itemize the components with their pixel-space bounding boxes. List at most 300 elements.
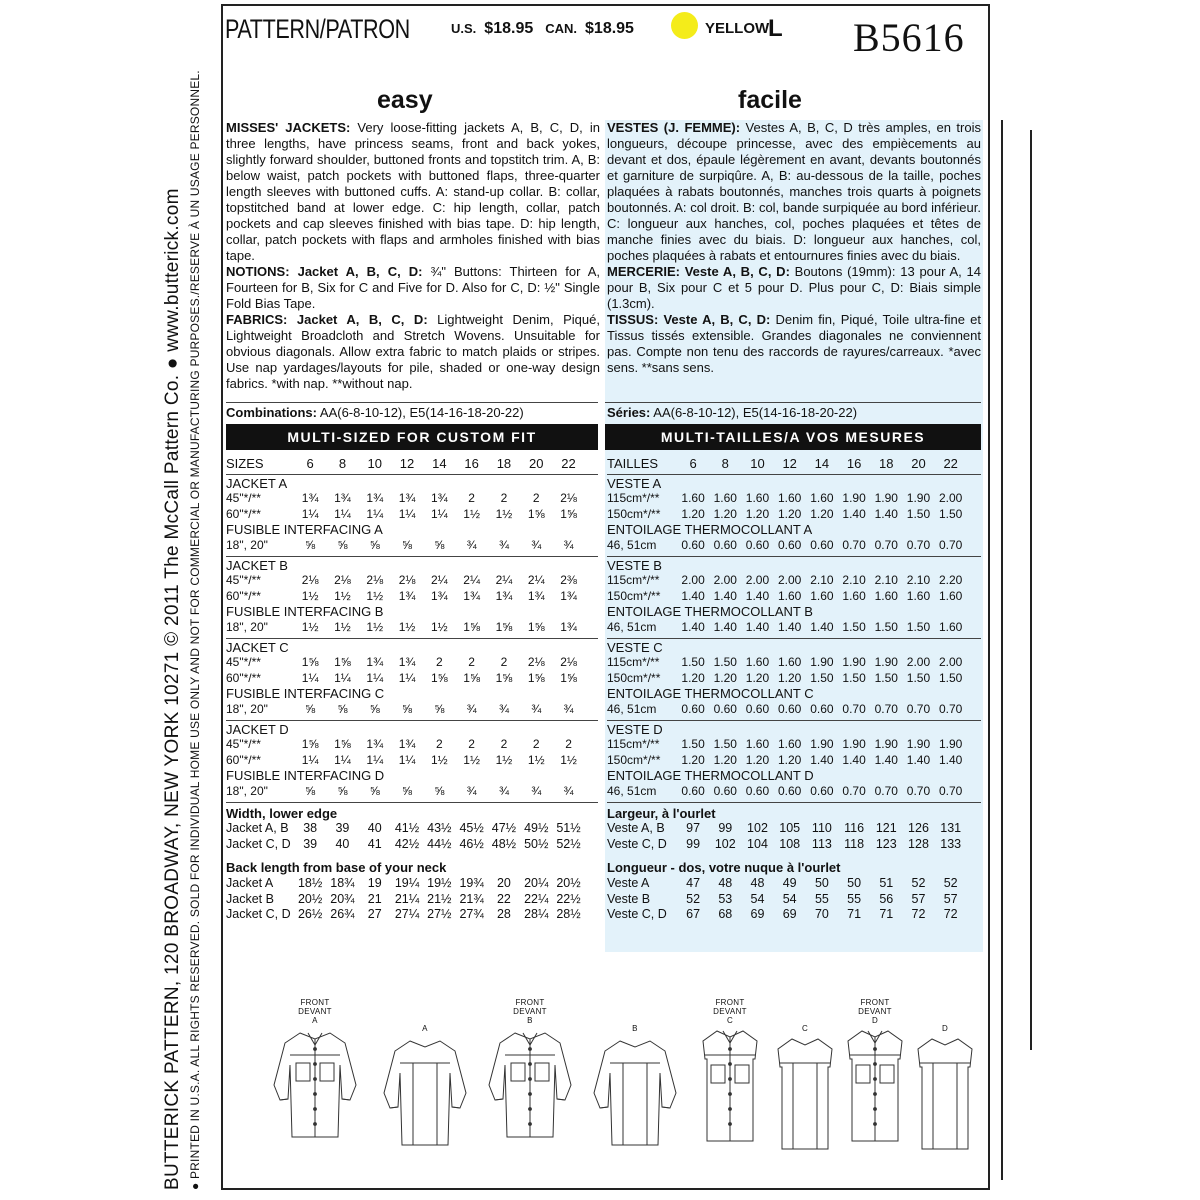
table-rule xyxy=(607,474,981,475)
multi-size-bar-en: MULTI-SIZED FOR CUSTOM FIT xyxy=(226,424,598,450)
sketch-caption: DEVANT xyxy=(713,1007,747,1016)
cell: 1¼ xyxy=(366,752,384,767)
interfacing-row xyxy=(607,620,981,636)
difficulty-fr: facile xyxy=(738,86,802,114)
cell: 1.50 xyxy=(939,506,963,521)
cell: 22¼ xyxy=(524,891,549,906)
cell: ⅝ xyxy=(369,538,380,552)
cell: 2 xyxy=(435,737,443,752)
cell: 26¾ xyxy=(330,907,355,922)
row-label: 45"*/** xyxy=(226,573,261,588)
cell: 0.60 xyxy=(745,784,770,798)
interfacing-row xyxy=(226,702,600,718)
sketch-a-front xyxy=(270,998,360,1160)
cell: 2.00 xyxy=(745,573,770,588)
cell: 54 xyxy=(782,891,797,906)
difficulty-en: easy xyxy=(377,86,433,114)
back-length-row xyxy=(226,876,600,892)
cell: 1.60 xyxy=(906,588,931,603)
cell: 1¼ xyxy=(301,506,319,521)
cell: 1.20 xyxy=(713,752,737,767)
cell: 1.60 xyxy=(842,588,866,603)
row-label: 115cm*/** xyxy=(607,573,660,588)
cell: 2.00 xyxy=(778,573,802,588)
cell: 42½ xyxy=(394,836,420,851)
cell: 72 xyxy=(911,907,926,922)
cell: 2¼ xyxy=(463,573,480,588)
yardage-row xyxy=(226,753,600,769)
row-label: VESTE B xyxy=(607,557,662,573)
right-rule-outer xyxy=(1030,130,1032,1050)
row-label: Width, lower edge xyxy=(226,805,338,821)
cell: 128 xyxy=(908,836,929,851)
cell: 121 xyxy=(875,821,897,836)
width-row xyxy=(607,837,981,853)
sketch-letter: B xyxy=(527,1016,533,1025)
pattern-label: PATTERN/PATRON xyxy=(225,14,410,44)
cell: 1¾ xyxy=(398,655,416,670)
interfacing-title xyxy=(607,768,981,784)
cell: 47½ xyxy=(491,821,517,836)
cell: 2⅛ xyxy=(366,573,384,588)
row-label: 46, 51cm xyxy=(607,702,657,716)
cell: ¾ xyxy=(531,538,542,552)
cell: 18 xyxy=(496,456,512,471)
table-rule xyxy=(226,556,598,557)
cell: 27½ xyxy=(427,907,452,922)
row-label: Jacket A xyxy=(226,876,274,890)
yardage-row xyxy=(607,655,981,671)
row-label: 18", 20" xyxy=(226,784,268,798)
cell: 2⅛ xyxy=(334,573,351,588)
interfacing-row xyxy=(226,538,600,554)
cell: 1.20 xyxy=(681,670,705,685)
cell: 54 xyxy=(750,891,765,906)
cell: 1¾ xyxy=(301,491,319,506)
cell: 1¼ xyxy=(398,506,416,521)
cell: 48 xyxy=(750,876,765,890)
cell: 1.60 xyxy=(939,588,963,603)
cell: 19¼ xyxy=(394,876,420,890)
cell: 1⅝ xyxy=(430,670,448,685)
sketch-caption: DEVANT xyxy=(858,1007,892,1016)
jacket-drawing xyxy=(900,1033,990,1163)
cell: 41 xyxy=(367,836,382,851)
cell: 1¾ xyxy=(430,491,448,506)
cell: 49½ xyxy=(524,821,549,836)
cell: 14 xyxy=(432,456,447,471)
sketch-letter: A xyxy=(312,1016,318,1025)
cell: 22 xyxy=(943,456,958,471)
row-label: Veste B xyxy=(607,891,651,906)
sketch-b-front xyxy=(485,998,575,1160)
cell: 102 xyxy=(714,836,736,851)
notions-en: NOTIONS: Jacket A, B, C, D: ¾" Buttons: Thirteen for A, Fourteen for B, Six for C and Five for D. Also for C, D: ½" Single Fold Bias Tape. xyxy=(226,264,601,311)
cell: 2.20 xyxy=(939,573,963,588)
cell: 1.50 xyxy=(906,506,931,521)
cell: 12 xyxy=(782,456,797,471)
cell: 1¼ xyxy=(301,752,319,767)
sketch-caption: FRONT xyxy=(715,998,745,1007)
row-label: Veste A, B xyxy=(607,821,665,836)
cell: 1½ xyxy=(463,506,480,521)
cell: 1.50 xyxy=(681,655,705,670)
cell: 1.40 xyxy=(810,752,834,767)
cell: 0.70 xyxy=(906,784,931,798)
cell: ¾ xyxy=(531,784,542,798)
cell: 1¼ xyxy=(301,670,319,685)
back-length-row xyxy=(607,892,981,908)
cell: 1¾ xyxy=(398,588,416,603)
group-title xyxy=(607,640,981,656)
cell: 110 xyxy=(811,821,832,836)
combinations-en: Combinations: AA(6-8-10-12), E5(14-16-18-20-22) xyxy=(226,405,524,420)
cell: 14 xyxy=(814,456,830,471)
cell: 12 xyxy=(399,456,415,471)
row-label: ENTOILAGE THERMOCOLLANT B xyxy=(607,604,813,620)
cell: 1.40 xyxy=(842,752,866,767)
cell: 46½ xyxy=(459,836,484,851)
cell: 1½ xyxy=(463,752,480,767)
cell: 1.60 xyxy=(745,491,770,506)
back-length-row xyxy=(607,907,981,923)
row-label: 45"*/** xyxy=(226,737,261,752)
cell: 133 xyxy=(940,836,962,851)
cell: 0.60 xyxy=(810,784,834,798)
can-price: $18.95 xyxy=(585,20,634,37)
row-label: Jacket C, D xyxy=(226,836,291,851)
cell: ¾ xyxy=(498,784,509,798)
interfacing-row xyxy=(226,620,600,636)
cell: 2.00 xyxy=(681,573,705,588)
fabrics-en: FABRICS: Jacket A, B, C, D: Lightweight Denim, Piqué, Lightweight Broadcloth and Stretch Wovens. Unsuitable for obvious diagonals. Allow extra fabric to match plaids or stripes. Use nap yardages/layouts for pile, shaded or one-way design fabrics. *with nap. **without nap. xyxy=(226,312,600,391)
cell: 1.40 xyxy=(681,588,705,603)
cell: 1.20 xyxy=(778,506,802,521)
cell: 8 xyxy=(338,456,347,471)
cell: 1½ xyxy=(301,620,319,634)
yardage-row xyxy=(607,507,981,523)
yardage-row xyxy=(226,589,600,605)
table-rule xyxy=(226,802,598,803)
cell: ⅝ xyxy=(305,784,316,798)
interfacing-title xyxy=(226,522,600,538)
cell: ⅝ xyxy=(369,784,380,798)
cell: 51½ xyxy=(556,821,581,836)
cell: 1¾ xyxy=(366,655,384,670)
row-label: 18", 20" xyxy=(226,620,268,634)
row-label: 150cm*/** xyxy=(607,588,661,603)
width-row xyxy=(226,837,600,853)
cell: 1.40 xyxy=(745,620,770,634)
cell: ⅝ xyxy=(369,702,380,716)
cell: 21¼ xyxy=(394,891,420,906)
cell: 1.40 xyxy=(874,752,898,767)
row-label: VESTE C xyxy=(607,639,663,655)
cell: 118 xyxy=(844,836,865,851)
english-description xyxy=(226,120,600,392)
row-label: FUSIBLE INTERFACING C xyxy=(226,686,385,702)
cell: 56 xyxy=(879,891,894,906)
cell: 1.50 xyxy=(842,620,866,634)
french-description xyxy=(607,120,981,376)
cell: 2.00 xyxy=(906,655,931,670)
spine-publisher-line: BUTTERICK PATTERN, 120 BROADWAY, NEW YORK 10271 © 2011 The McCall Pattern Co. ● www.butterick.com xyxy=(162,188,183,1190)
cell: 1⅝ xyxy=(527,670,545,685)
interfacing-row xyxy=(607,538,981,554)
cell: 1¾ xyxy=(334,491,351,506)
sketch-caption: FRONT xyxy=(300,998,330,1007)
cell: 6 xyxy=(306,456,314,471)
cell: 1.60 xyxy=(681,491,705,506)
cell: 0.60 xyxy=(810,702,834,716)
cell: 0.70 xyxy=(874,784,898,798)
cell: 1.40 xyxy=(778,620,802,634)
jacket-drawing xyxy=(380,1033,470,1163)
cell: 1.20 xyxy=(713,670,737,685)
row-label: VESTE A xyxy=(607,475,662,491)
cell: 2.00 xyxy=(939,655,963,670)
cell: 1.50 xyxy=(906,620,931,634)
cell: 1¼ xyxy=(366,670,384,685)
cell: 2.10 xyxy=(874,573,898,588)
cell: ¾ xyxy=(563,784,574,798)
row-label: Largeur, à l'ourlet xyxy=(607,805,716,821)
cell: 72 xyxy=(943,907,958,922)
row-label: JACKET A xyxy=(226,475,288,491)
cell: 1¾ xyxy=(398,491,416,506)
cell: 1.40 xyxy=(713,588,737,603)
row-label: JACKET C xyxy=(226,639,289,655)
cell: 1⅝ xyxy=(463,620,480,634)
cell: 1¾ xyxy=(560,588,577,603)
cell: 1½ xyxy=(301,588,319,603)
yardage-row xyxy=(226,737,600,753)
cell: 1.90 xyxy=(810,655,834,670)
cell: 1¼ xyxy=(334,670,351,685)
back-length-row xyxy=(607,876,981,892)
cell: 1.50 xyxy=(713,737,737,752)
cell: 1.90 xyxy=(874,491,898,506)
cell: 1½ xyxy=(560,752,577,767)
cell: 1.40 xyxy=(745,588,770,603)
cell: 2.00 xyxy=(713,573,737,588)
yardage-row xyxy=(226,507,600,523)
sketch-letter: C xyxy=(726,1016,734,1025)
row-label: Veste A xyxy=(607,876,650,890)
us-price: $18.95 xyxy=(484,20,534,37)
back-length-title xyxy=(226,860,600,876)
cell: 0.60 xyxy=(713,784,737,798)
row-label: Jacket A, B xyxy=(226,821,289,836)
jacket-drawing xyxy=(270,1025,360,1155)
cell: 2⅛ xyxy=(301,573,319,588)
row-label: FUSIBLE INTERFACING A xyxy=(226,522,383,538)
us-label: U.S. xyxy=(451,21,477,36)
sketch-letter: B xyxy=(632,1024,638,1033)
yardage-row xyxy=(607,589,981,605)
interfacing-title xyxy=(226,768,600,784)
cell: 2¼ xyxy=(495,573,513,588)
interfacing-title xyxy=(607,604,981,620)
sketch-letter: D xyxy=(941,1024,949,1033)
cell: ⅝ xyxy=(402,784,413,798)
right-rule xyxy=(1001,120,1003,1180)
cell: 2 xyxy=(468,491,475,506)
cell: 0.60 xyxy=(713,702,737,716)
cell: 1.90 xyxy=(842,737,866,752)
cell: 2⅛ xyxy=(527,655,545,670)
cell: ⅝ xyxy=(337,538,348,552)
row-label: Longueur - dos, votre nuque à l'ourlet xyxy=(607,860,841,876)
cell: 43½ xyxy=(427,821,452,836)
cell: ⅝ xyxy=(402,702,413,716)
cell: ¾ xyxy=(563,702,574,716)
cell: 70 xyxy=(814,907,829,922)
spine-copyright-line: ● PRINTED IN U.S.A. ALL RIGHTS RESERVED. SOLD FOR INDIVIDUAL HOME USE ONLY AND NOT FOR COMMERCIAL OR MANUFACTURING PURPOSES./RESERVE À UN USAGE PERSONNEL. xyxy=(188,70,202,1190)
sketch-letter: D xyxy=(871,1016,879,1025)
cell: 2 xyxy=(468,655,475,670)
row-label: FUSIBLE INTERFACING D xyxy=(226,768,385,784)
cell: 2.00 xyxy=(939,491,963,506)
sizes-header-row xyxy=(607,456,981,472)
cell: 1.60 xyxy=(778,491,802,506)
cell: 22 xyxy=(496,891,511,906)
cell: 20½ xyxy=(556,876,581,890)
cell: 1¼ xyxy=(334,506,351,521)
cell: 2 xyxy=(565,737,572,752)
cell: 55 xyxy=(847,891,862,906)
cell: 1.60 xyxy=(745,737,770,752)
row-label: 60"*/** xyxy=(226,588,261,603)
interfacing-title xyxy=(607,522,981,538)
back-length-title xyxy=(607,860,981,876)
cell: 1½ xyxy=(366,588,384,603)
cell: 21¾ xyxy=(459,891,484,906)
cell: 1.50 xyxy=(874,670,898,685)
cell: 19½ xyxy=(427,876,452,890)
sketch-caption: FRONT xyxy=(860,998,890,1007)
cell: 1.90 xyxy=(906,491,931,506)
cell: 108 xyxy=(779,836,801,851)
table-rule xyxy=(226,720,598,721)
cell: 40 xyxy=(367,821,382,836)
cell: 1.40 xyxy=(939,752,963,767)
row-label: 60"*/** xyxy=(226,670,261,685)
cell: 40 xyxy=(335,836,350,851)
cell: ¾ xyxy=(466,784,477,798)
cell: 18¾ xyxy=(330,876,355,890)
cell: 99 xyxy=(718,821,733,836)
row-label: 115cm*/** xyxy=(607,655,660,670)
cell: 1⅝ xyxy=(495,670,513,685)
cell: 102 xyxy=(747,821,768,836)
cell: 1⅝ xyxy=(301,655,319,670)
cell: 2 xyxy=(468,737,475,752)
cell: 1.20 xyxy=(713,506,737,521)
row-label: 46, 51cm xyxy=(607,538,657,552)
cell: 20¼ xyxy=(524,876,549,890)
yardage-row xyxy=(226,573,600,589)
jacket-drawing xyxy=(590,1033,680,1163)
row-label: Veste C, D xyxy=(607,907,667,922)
cell: 1.50 xyxy=(906,670,931,685)
group-title xyxy=(607,476,981,492)
row-label: 45"*/** xyxy=(226,491,261,506)
cell: 2 xyxy=(500,491,508,506)
row-label: 115cm*/** xyxy=(607,491,660,506)
cell: 1¾ xyxy=(366,737,384,752)
cell: 16 xyxy=(464,456,479,471)
cell: 2.10 xyxy=(842,573,866,588)
cell: 1.40 xyxy=(906,752,931,767)
table-rule xyxy=(607,556,981,557)
cell: 0.60 xyxy=(778,784,802,798)
cell: 0.60 xyxy=(681,702,705,716)
cell: 0.70 xyxy=(939,702,963,716)
table-rule xyxy=(607,638,981,639)
cell: 1.60 xyxy=(939,620,963,634)
cell: 51 xyxy=(879,876,894,890)
cell: 22 xyxy=(561,456,576,471)
cell: 1⅝ xyxy=(334,655,351,670)
cell: 1⅝ xyxy=(560,670,577,685)
cell: 1.40 xyxy=(874,506,898,521)
group-title xyxy=(226,722,600,738)
group-title xyxy=(607,722,981,738)
cell: 39 xyxy=(303,836,318,851)
row-label: Jacket C, D xyxy=(226,907,291,922)
cell: 1½ xyxy=(495,506,513,521)
cell: ⅝ xyxy=(434,538,445,552)
yardage-row xyxy=(226,671,600,687)
cell: 27 xyxy=(367,907,382,922)
sketch-caption: DEVANT xyxy=(513,1007,547,1016)
cell: 1¼ xyxy=(398,670,416,685)
row-label: ENTOILAGE THERMOCOLLANT C xyxy=(607,686,814,702)
cell: 0.70 xyxy=(842,784,866,798)
group-title xyxy=(226,476,600,492)
yardage-row xyxy=(607,671,981,687)
group-title xyxy=(226,640,600,656)
yardage-row xyxy=(607,737,981,753)
back-length-row xyxy=(226,892,600,908)
cell: 1¾ xyxy=(430,588,448,603)
cell: 2¼ xyxy=(527,573,545,588)
can-label: CAN. xyxy=(545,21,578,36)
cell: 1½ xyxy=(430,752,448,767)
width-row xyxy=(607,821,981,837)
cell: 116 xyxy=(844,821,865,836)
row-label: 150cm*/** xyxy=(607,506,661,521)
cell: 2⅛ xyxy=(560,491,577,506)
cell: 1.90 xyxy=(842,655,866,670)
cell: 1.60 xyxy=(810,491,834,506)
row-label: 115cm*/** xyxy=(607,737,660,752)
cell: 2 xyxy=(500,655,508,670)
row-label: 46, 51cm xyxy=(607,620,657,634)
cell: 1.50 xyxy=(681,737,705,752)
cell: 28½ xyxy=(556,907,581,922)
cell: 39 xyxy=(335,821,350,836)
color-code: YELLOW xyxy=(705,20,770,37)
cell: 1⅝ xyxy=(560,506,577,521)
cell: 1.90 xyxy=(842,491,866,506)
cell: 1.20 xyxy=(810,506,834,521)
cell: 2⅛ xyxy=(560,655,577,670)
jacket-drawing xyxy=(485,1025,575,1155)
row-label: ENTOILAGE THERMOCOLLANT A xyxy=(607,522,813,538)
sketch-letter: A xyxy=(422,1024,428,1033)
